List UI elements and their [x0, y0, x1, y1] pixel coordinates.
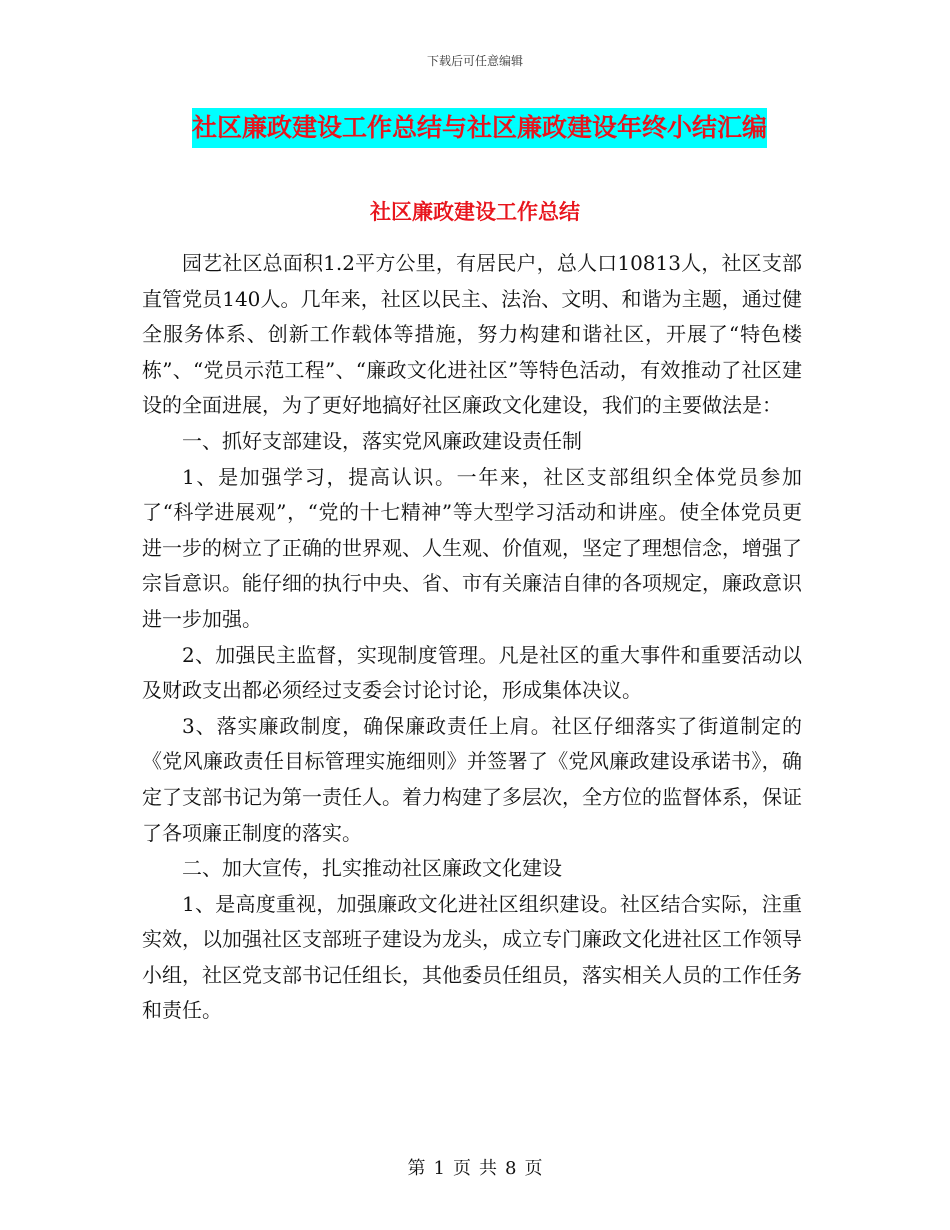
- footer-label-unit2: 页: [524, 1158, 543, 1179]
- main-title: 社区廉政建设工作总结与社区廉政建设年终小结汇编: [192, 108, 767, 148]
- paragraph-item-2-1: 1、是高度重视，加强廉政文化进社区组织建设。社区结合实际，注重实效，以加强社区支部班子建设为龙头，成立专门廉政文化进社区工作领导小组，社区党支部书记任组长，其他委员任组员，落实相关人员的工作任务和责任。: [142, 891, 802, 1023]
- footer-total-pages: 8: [505, 1158, 517, 1179]
- paragraph-intro: 园艺社区总面积1.2平方公里，有居民户，总人口10813人，社区支部直管党员140人。几年来，社区以民主、法治、文明、和谐为主题，通过健全服务体系、创新工作载体等措施，努力构建和谐社区，开展了“特色楼栋”、“党员示范工程”、“廉政文化进社区”等特色活动，有效推动了社区建设的全面进展，为了更好地搞好社区廉政文化建设，我们的主要做法是：: [142, 251, 802, 418]
- paragraph-item-1-3: 3、落实廉政制度，确保廉政责任上肩。社区仔细落实了街道制定的《党风廉政责任目标管理实施细则》并签署了《党风廉政建设承诺书》，确定了支部书记为第一责任人。着力构建了多层次，全方位的监督体系，保证了各项廉正制度的落实。: [142, 713, 802, 845]
- page-footer: [0, 1154, 950, 1180]
- section-title: 社区廉政建设工作总结: [370, 200, 580, 224]
- heading-section-1: 一、抓好支部建设，落实党风廉政建设责任制: [182, 428, 582, 453]
- heading-section-2: 二、加大宣传，扎实推动社区廉政文化建设: [182, 856, 562, 881]
- footer-label-unit: 页: [453, 1158, 471, 1179]
- paragraph-item-1-1: 1、是加强学习，提高认识。一年来，社区支部组织全体党员参加了“科学进展观”，“党的十七精神”等大型学习活动和讲座。使全体党员更进一步的树立了正确的世界观、人生观、价值观，坚定了理想信念，增强了宗旨意识。能仔细的执行中央、省、市有关廉洁自律的各项规定，廉政意识进一步加强。: [142, 464, 802, 631]
- body-text: [142, 246, 802, 1029]
- footer-current-page: 1: [433, 1158, 445, 1179]
- footer-label-page: 第: [407, 1158, 426, 1179]
- footer-label-total: 共: [479, 1158, 497, 1179]
- header-note: 下载后可任意编辑: [426, 54, 523, 68]
- paragraph-item-1-2: 2、加强民主监督，实现制度管理。凡是社区的重大事件和重要活动以及财政支出都必须经过支委会讨论讨论，形成集体决议。: [142, 642, 802, 703]
